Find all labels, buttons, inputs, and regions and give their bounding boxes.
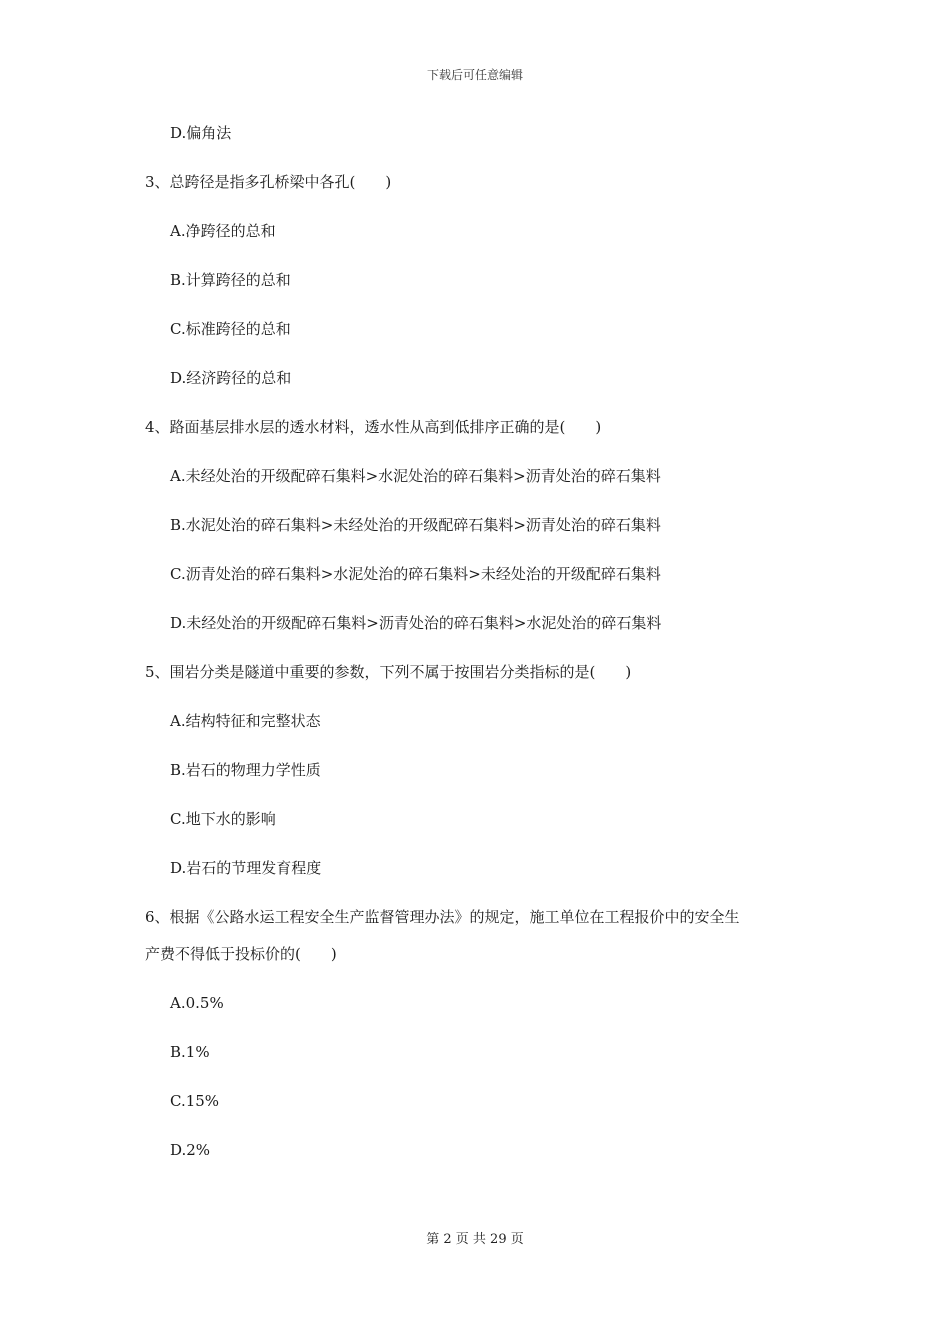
document-body bbox=[145, 122, 815, 1188]
option-q5-a: A.结构特征和完整状态 bbox=[170, 712, 321, 730]
option-q6-a: A.0.5% bbox=[170, 994, 224, 1012]
question-5: 5、围岩分类是隧道中重要的参数，下列不属于按围岩分类指标的是( ) bbox=[145, 663, 632, 681]
option-q6-d: D.2% bbox=[170, 1141, 211, 1159]
option-q4-b: B.水泥处治的碎石集料>未经处治的开级配碎石集料>沥青处治的碎石集料 bbox=[170, 516, 661, 534]
option-q6-c: C.15% bbox=[170, 1092, 220, 1110]
question-4: 4、路面基层排水层的透水材料，透水性从高到低排序正确的是( ) bbox=[145, 418, 602, 436]
option-q5-c: C.地下水的影响 bbox=[170, 810, 276, 828]
question-6 bbox=[145, 906, 815, 965]
option-q3-c: C.标准跨径的总和 bbox=[170, 320, 291, 338]
question-3: 3、总跨径是指多孔桥梁中各孔( ) bbox=[145, 173, 392, 191]
option-q4-a: A.未经处治的开级配碎石集料>水泥处治的碎石集料>沥青处治的碎石集料 bbox=[170, 467, 661, 485]
option-q3-a: A.净跨径的总和 bbox=[170, 222, 276, 240]
option-q4-d: D.未经处治的开级配碎石集料>沥青处治的碎石集料>水泥处治的碎石集料 bbox=[170, 614, 662, 632]
option-q2-d: D.偏角法 bbox=[170, 124, 232, 142]
page-footer: 第 2 页 共 29 页 bbox=[426, 1232, 524, 1247]
option-q5-d: D.岩石的节理发育程度 bbox=[170, 859, 322, 877]
question-6-line-2: 产费不得低于投标价的( ) bbox=[145, 945, 337, 963]
page-header: 下载后可任意编辑 bbox=[426, 68, 523, 82]
option-q5-b: B.岩石的物理力学性质 bbox=[170, 761, 321, 779]
question-6-line-1: 6、根据《公路水运工程安全生产监督管理办法》的规定，施工单位在工程报价中的安全生 bbox=[145, 908, 740, 926]
option-q4-c: C.沥青处治的碎石集料>水泥处治的碎石集料>未经处治的开级配碎石集料 bbox=[170, 565, 661, 583]
option-q3-b: B.计算跨径的总和 bbox=[170, 271, 291, 289]
option-q6-b: B.1% bbox=[170, 1043, 210, 1061]
option-q3-d: D.经济跨径的总和 bbox=[170, 369, 292, 387]
